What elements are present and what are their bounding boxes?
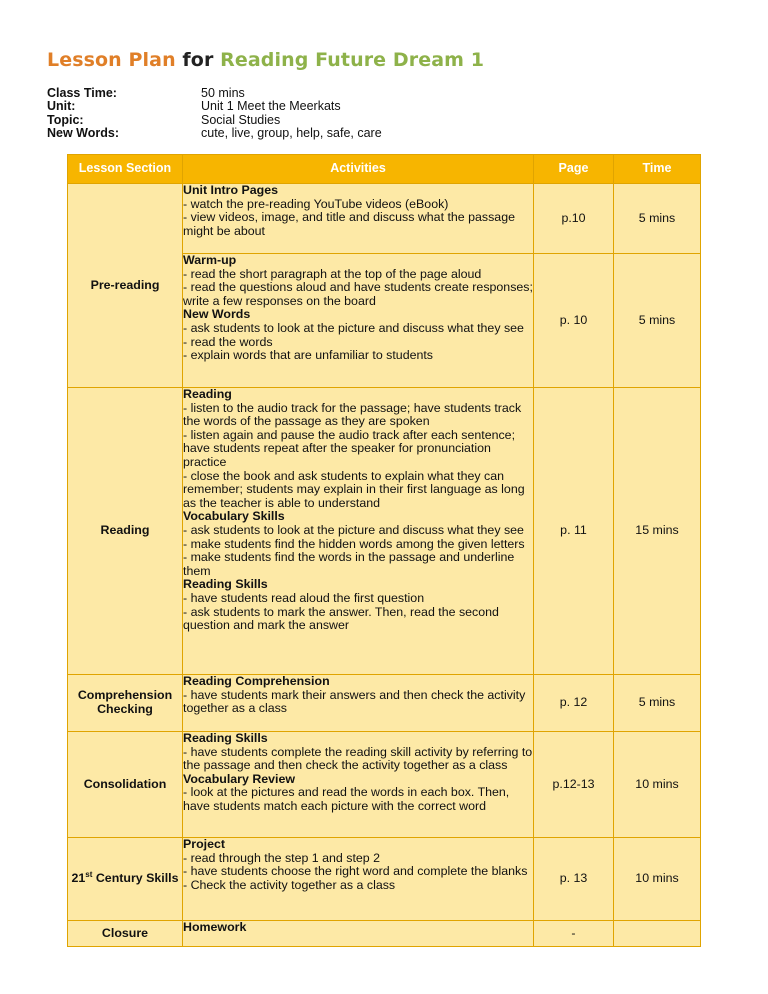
title-part-lesson-plan: Lesson Plan: [47, 49, 176, 71]
page-cell: p. 12: [534, 675, 614, 732]
activities-cell: [183, 838, 534, 921]
century-rest: Century Skills: [95, 871, 179, 886]
page-cell: p.10: [534, 184, 614, 254]
activities-cell: [183, 388, 534, 675]
info-value: Unit 1 Meet the Meerkats: [201, 99, 341, 114]
time-cell: 5 mins: [614, 254, 701, 388]
lesson-plan-table: [67, 154, 701, 947]
info-label: Unit:: [47, 99, 76, 114]
header-lesson-section: Lesson Section: [68, 155, 183, 184]
table-row: [68, 732, 701, 838]
section-21st-century-skills: [68, 838, 183, 921]
title-part-for: for: [182, 49, 214, 71]
time-cell: 15 mins: [614, 388, 701, 675]
table-row: [68, 675, 701, 732]
activity-heading: Reading Skills: [183, 577, 268, 592]
activity-line: - ask students to mark the answer. Then, read the second question and mark the answer: [183, 604, 499, 633]
info-row-topic: [47, 114, 382, 127]
activity-heading: Reading Skills: [183, 731, 268, 745]
table-row: [68, 838, 701, 921]
header-activities: Activities: [183, 155, 534, 184]
time-cell: 10 mins: [614, 732, 701, 838]
activity-line: - ask students to look at the picture and discuss what they see: [183, 522, 524, 537]
activity-line: - have students mark their answers and then check the activity together as a class: [183, 687, 526, 716]
page-cell: -: [534, 921, 614, 947]
info-value: Social Studies: [201, 112, 281, 127]
activity-line: - view videos, image, and title and discuss what the passage might be about: [183, 210, 515, 238]
activity-line: - make students find the words in the passage and underline them: [183, 550, 515, 578]
activity-line: - ask students to look at the picture and discuss what they see: [183, 320, 524, 335]
info-value: 50 mins: [201, 86, 245, 100]
page-cell: p.12-13: [534, 732, 614, 838]
activity-heading: Project: [183, 837, 226, 851]
activity-line: - explain words that are unfamiliar to students: [183, 348, 434, 363]
activity-line: - look at the pictures and read the words in each box. Then, have students match each picture with the correct word: [183, 785, 510, 813]
info-label: Topic:: [47, 112, 84, 127]
section-comprehension-checking: Comprehension Checking: [68, 675, 183, 732]
time-cell: [614, 921, 701, 947]
activities-cell: [183, 732, 534, 838]
header-page: Page: [534, 155, 614, 184]
section-reading: Reading: [68, 388, 183, 675]
century-suffix: st: [85, 870, 93, 880]
page-cell: p. 10: [534, 254, 614, 388]
info-label: New Words:: [47, 126, 119, 141]
activity-heading: Unit Intro Pages: [183, 183, 279, 197]
page-cell: p. 11: [534, 388, 614, 675]
activity-heading: Warm-up: [183, 253, 237, 267]
info-value: cute, live, group, help, safe, care: [201, 126, 382, 141]
time-cell: 5 mins: [614, 675, 701, 732]
section-closure: Closure: [68, 921, 183, 947]
table-row: [68, 388, 701, 675]
activities-cell: [183, 675, 534, 732]
activity-line: - read the questions aloud and have students create responses; write a few responses on the board: [183, 280, 533, 308]
activities-cell: [183, 254, 534, 388]
activity-line: - close the book and ask students to explain what they can remember; students may explain in their first language as long as the teacher is able to understand: [183, 468, 525, 510]
table-row: [68, 921, 701, 947]
activities-cell: [183, 184, 534, 254]
activity-heading: New Words: [183, 307, 251, 322]
activity-line: - have students read aloud the first question: [183, 590, 425, 605]
activity-line: - Check the activity together as a class: [183, 877, 396, 892]
activity-heading: Homework: [183, 920, 247, 934]
activities-cell: [183, 921, 534, 947]
info-row-new-words: [47, 127, 382, 140]
time-cell: 5 mins: [614, 184, 701, 254]
activity-heading: Reading: [183, 387, 232, 401]
table-row: [68, 184, 701, 254]
time-cell: 10 mins: [614, 838, 701, 921]
lesson-info: [47, 87, 382, 141]
activity-heading: Reading Comprehension: [183, 674, 330, 688]
table-header-row: [68, 155, 701, 184]
info-row-class-time: [47, 87, 382, 100]
page-cell: p. 13: [534, 838, 614, 921]
info-label: Class Time:: [47, 86, 117, 100]
activity-line: - read through the step 1 and step 2: [183, 850, 381, 865]
page-title: [47, 49, 484, 71]
activity-line: - listen to the audio track for the passage; have students track the words of the passage as they are spoken: [183, 400, 522, 429]
section-pre-reading: Pre-reading: [68, 184, 183, 388]
title-part-book: Reading Future Dream 1: [220, 49, 485, 71]
activity-line: - watch the pre-reading YouTube videos (eBook): [183, 196, 449, 211]
activity-heading: Vocabulary Review: [183, 771, 296, 786]
header-time: Time: [614, 155, 701, 184]
activity-line: - have students choose the right word and complete the blanks: [183, 864, 528, 879]
century-number: 21: [71, 871, 86, 886]
activity-line: - have students complete the reading skill activity by referring to the passage and then check the activity together as a class: [183, 744, 533, 773]
activity-line: - read the words: [183, 334, 273, 349]
section-consolidation: Consolidation: [68, 732, 183, 838]
activity-line: - listen again and pause the audio track after each sentence; have students repeat after the speaker for pronunciation practice: [183, 427, 516, 469]
activity-heading: Vocabulary Skills: [183, 509, 285, 524]
activity-line: - make students find the hidden words among the given letters: [183, 536, 525, 551]
activity-line: - read the short paragraph at the top of the page aloud: [183, 266, 482, 281]
info-row-unit: [47, 100, 382, 113]
